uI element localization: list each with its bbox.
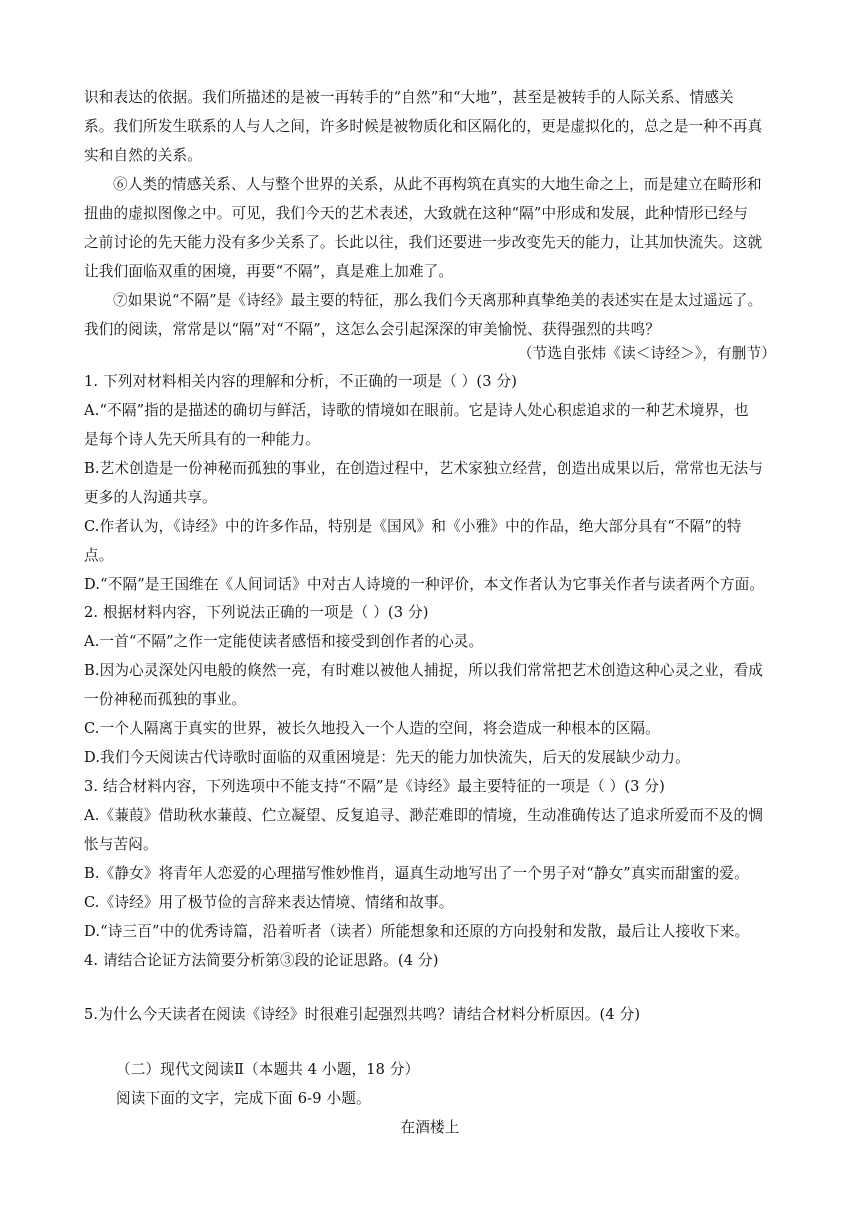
question-1-stem: 1. 下列对材料相关内容的理解和分析，不正确的一项是（ ）(3 分): [84, 373, 518, 390]
passage-line: 识和表达的依据。我们所描述的是被一再转手的“自然”和“大地”，甚至是被转手的人际关系、情感关: [84, 89, 734, 106]
question-1-option-c: C.作者认为，《诗经》中的许多作品，特别是《国风》和《小雅》中的作品，绝大部分具有“不隔”的特: [84, 518, 742, 535]
paragraph-6-line: ⑥人类的情感关系、人与整个世界的关系，从此不再构筑在真实的大地生命之上，而是建立在畸形和: [113, 176, 762, 193]
question-3-option-c: C.《诗经》用了极节俭的言辞来表达情境、情绪和故事。: [84, 894, 454, 911]
question-1-option-a: A.“不隔”指的是描述的确切与鲜活，诗歌的情境如在眼前。它是诗人处心积虑追求的一种艺术境界，也: [84, 402, 749, 419]
section-2-heading: （二）现代文阅读Ⅱ（本题共 4 小题，18 分）: [116, 1061, 420, 1078]
question-2-option-d: D.我们今天阅读古代诗歌时面临的双重困境是：先天的能力加快流失，后天的发展缺少动力。: [84, 749, 690, 766]
question-3-option-d: D.“诗三百”中的优秀诗篇，沿着听者（读者）所能想象和还原的方向投射和发散，最后让人接收下来。: [84, 923, 750, 940]
question-2-option-c: C.一个人隔离于真实的世界，被长久地投入一个人造的空间，将会造成一种根本的区隔。: [84, 720, 660, 737]
question-1-option-b: 更多的人沟通共享。: [84, 489, 217, 506]
question-1-option-d: D.“不隔”是王国维在《人间词话》中对古人诗境的一种评价，本文作者认为它事关作者与读者两个方面。: [84, 576, 765, 593]
question-2-option-b: B.因为心灵深处闪电般的倏然一亮，有时难以被他人捕捉，所以我们常常把艺术创造这种心灵之业，看成: [84, 662, 764, 679]
paragraph-7-line: ⑦如果说“不隔”是《诗经》最主要的特征，那么我们今天离那种真挚绝美的表述实在是太过遥远了。: [113, 292, 763, 309]
story-title: 在酒楼上: [400, 1119, 460, 1136]
question-1-option-b: B.艺术创造是一份神秘而孤独的事业，在创造过程中，艺术家独立经营，创造出成果以后，常常也无法与: [84, 460, 764, 477]
question-3-stem: 3. 结合材料内容，下列选项中不能支持“不隔”是《诗经》最主要特征的一项是（ ）(3 分): [84, 778, 665, 795]
section-2-instruction: 阅读下面的文字，完成下面 6-9 小题。: [116, 1090, 371, 1107]
paragraph-7-line: 我们的阅读，常常是以“隔”对“不隔”，这怎么会引起深深的审美愉悦、获得强烈的共鸣？: [84, 321, 660, 338]
question-3-option-a: A.《蒹葭》借助秋水蒹葭、伫立凝望、反复追寻、渺茫难即的情境，生动准确传达了追求所爱而不及的惆: [84, 807, 763, 824]
source-citation: （节选自张炜《读＜诗经＞》，有删节）: [517, 345, 776, 362]
question-1-option-c: 点。: [84, 547, 114, 564]
question-2-option-a: A.一首“不隔”之作一定能使读者感悟和接受到创作者的心灵。: [84, 633, 484, 650]
question-3-option-a: 怅与苦闷。: [84, 836, 158, 853]
question-1-option-a: 是每个诗人先天所具有的一种能力。: [84, 431, 320, 448]
passage-line: 实和自然的关系。: [84, 147, 202, 164]
question-5: 5.为什么今天读者在阅读《诗经》时很难引起强烈共鸣？请结合材料分析原因。(4 分): [84, 1006, 641, 1023]
paragraph-6-line: 之前讨论的先天能力没有多少关系了。长此以往，我们还要进一步改变先天的能力，让其加快流失。这就: [84, 234, 763, 251]
paragraph-6-line: 让我们面临双重的困境，再要“不隔”，真是难上加难了。: [84, 263, 454, 280]
passage-line: 系。我们所发生联系的人与人之间，许多时候是被物质化和区隔化的，更是虚拟化的，总之是一种不再真: [84, 118, 763, 135]
paragraph-6-line: 扭曲的虚拟图像之中。可见，我们今天的艺术表述，大致就在这种“隔”中形成和发展，此种情形已经与: [84, 205, 748, 222]
question-3-option-b: B.《静女》将青年人恋爱的心理描写惟妙惟肖，逼真生动地写出了一个男子对“静女”真实而甜蜜的爱。: [84, 865, 749, 882]
question-4: 4. 请结合论证方法简要分析第③段的论证思路。(4 分): [84, 952, 439, 969]
question-2-stem: 2. 根据材料内容，下列说法正确的一项是（ ）(3 分): [84, 604, 429, 621]
question-2-option-b: 一份神秘而孤独的事业。: [84, 691, 247, 708]
